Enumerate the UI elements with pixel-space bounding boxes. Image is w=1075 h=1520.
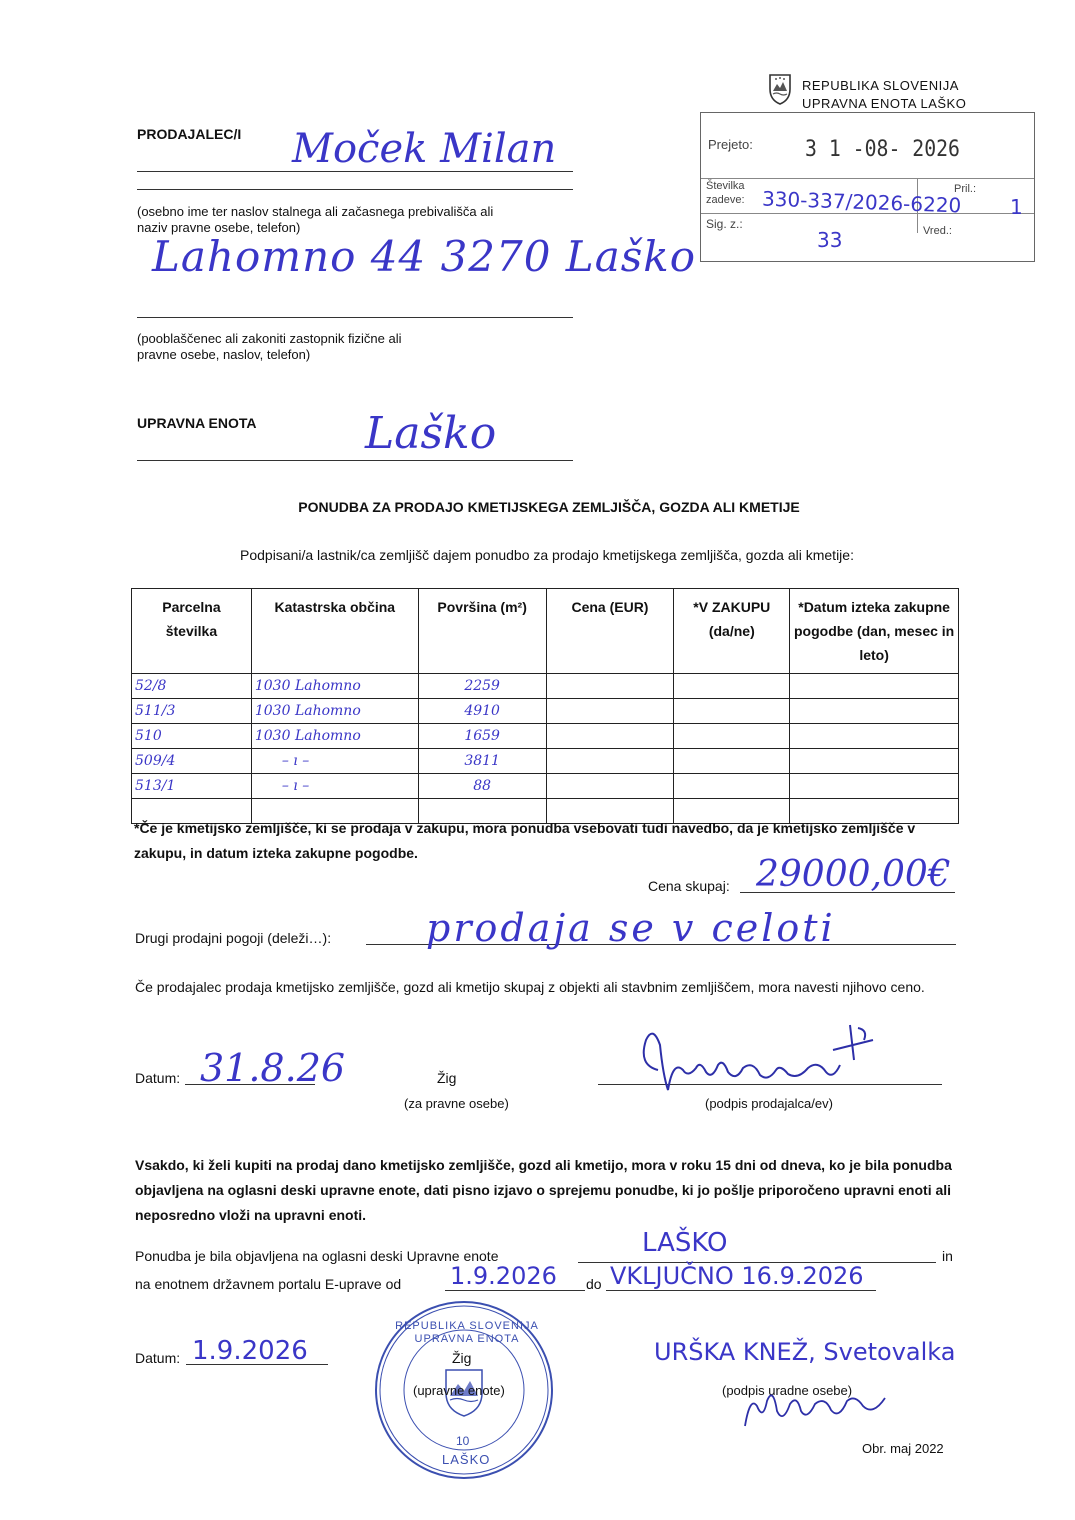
intro-text: Podpisani/a lastnik/ca zemljišč dajem ponudbo za prodajo kmetijskega zemljišča, gozda ali kmetije:	[240, 547, 854, 563]
table-cell	[546, 674, 674, 699]
col-header: Katastrska občina	[251, 589, 418, 674]
objects-note: Če prodajalec prodaja kmetijsko zemljišče, gozd ali kmetijo skupaj z objekti ali stavbnim zemljiščem, mora navesti njihovo ceno.	[135, 979, 925, 995]
admin-signature-hint: (podpis uradne osebe)	[722, 1383, 853, 1398]
seller-label: PRODAJALEC/I	[137, 126, 242, 142]
seal-city: LAŠKO	[442, 1452, 491, 1467]
table-row	[132, 699, 959, 724]
form-footer: Obr. maj 2022	[862, 1441, 944, 1456]
representative-hint-2: pravne osebe, naslov, telefon)	[137, 347, 311, 362]
table-cell: 513/1	[132, 774, 252, 799]
value-value: 33	[817, 228, 843, 252]
table-row	[132, 724, 959, 749]
table-cell	[674, 749, 790, 774]
representative-hint-1: (pooblaščenec ali zakoniti zastopnik fizične ali	[137, 331, 402, 346]
total-value: 29000,00€	[756, 854, 951, 895]
table-cell: 509/4	[132, 749, 252, 774]
publication-line1-prefix: Ponudba je bila objavljena na oglasni deski Upravne enote	[135, 1248, 499, 1264]
col-header: *Datum izteka zakupne pogodbe (dan, mesec in leto)	[790, 589, 959, 674]
publication-line1-suffix: in	[942, 1248, 953, 1264]
seller-seal-hint: (za pravne osebe)	[404, 1096, 509, 1111]
table-cell: 1030 Lahomno	[251, 724, 418, 749]
publication-to-label: do	[586, 1276, 602, 1292]
table-cell: – ı –	[251, 774, 418, 799]
table-cell	[790, 724, 959, 749]
publication-from-value: 1.9.2026	[450, 1262, 557, 1290]
table-cell	[674, 724, 790, 749]
table-cell	[546, 749, 674, 774]
table-cell: 2259	[418, 674, 546, 699]
col-header: *V ZAKUPU (da/ne)	[674, 589, 790, 674]
received-date: 3 1 -08- 2026	[805, 137, 960, 162]
table-cell	[546, 699, 674, 724]
table-cell: – ı –	[251, 749, 418, 774]
header-republic: REPUBLIKA SLOVENIJA	[802, 78, 959, 93]
seller-address: Lahomno 44 3270 Laško	[152, 232, 697, 281]
address-hint-1: (osebno ime ter naslov stalnega ali začasnega prebivališča ali	[137, 204, 494, 219]
attachments-value: 1	[1010, 195, 1023, 219]
number-label-1: Številka	[706, 180, 745, 192]
seller-signature-icon	[628, 1020, 888, 1100]
table-cell	[790, 774, 959, 799]
receipt-stamp	[700, 112, 1035, 262]
table-cell: 1030 Lahomno	[251, 699, 418, 724]
publication-to-value: VKLJUČNO 16.9.2026	[610, 1262, 864, 1290]
publication-line2-prefix: na enotnem državnem portalu E-uprave od	[135, 1276, 402, 1292]
seller-name: Moček Milan	[292, 126, 557, 172]
table-cell: 510	[132, 724, 252, 749]
table-cell	[674, 699, 790, 724]
table-row	[132, 674, 959, 699]
admin-unit-label: UPRAVNA ENOTA	[137, 415, 257, 431]
seal-number: 10	[456, 1434, 470, 1448]
table-cell: 1659	[418, 724, 546, 749]
col-header: Cena (EUR)	[546, 589, 674, 674]
total-label: Cena skupaj:	[648, 878, 730, 894]
attachments-label: Pril.:	[954, 183, 976, 195]
table-cell	[674, 674, 790, 699]
conditions-label: Drugi prodajni pogoji (deleži…):	[135, 930, 332, 946]
table-cell	[790, 674, 959, 699]
table-row	[132, 749, 959, 774]
lease-note: *Če je kmetijsko zemljišče, ki se prodaja v zakupu, mora ponudba vsebovati tudi navedbo, da je kmetijsko zemljišče v zakupu, in datum izteka zakupne pogodbe.	[134, 820, 916, 861]
col-header: Parcelna številka	[132, 589, 252, 674]
table-cell: 3811	[418, 749, 546, 774]
admin-seal-label: Žig	[452, 1350, 472, 1366]
table-cell	[546, 724, 674, 749]
seal-text: REPUBLIKA SLOVENIJA UPRAVNA ENOTA	[395, 1320, 539, 1345]
seller-signature-hint: (podpis prodajalca/ev)	[705, 1096, 833, 1111]
buyer-note: Vsakdo, ki želi kupiti na prodaj dano kmetijsko zemljišče, gozd ali kmetijo, mora v roku 15 dni od dneva, ko je bila ponudba objavljena na oglasni deski upravne enote, dati pisno izjavo o sprejemu ponudbe, ki jo pošlje priporočeno upravni enoti ali neposredno vloži na upravni enoti.	[135, 1157, 952, 1223]
col-header: Površina (m²)	[418, 589, 546, 674]
table-cell: 88	[418, 774, 546, 799]
number-label-2: zadeve:	[706, 194, 745, 206]
table-cell: 1030 Lahomno	[251, 674, 418, 699]
page-title: PONUDBA ZA PRODAJO KMETIJSKEGA ZEMLJIŠČA, GOZDA ALI KMETIJE	[298, 499, 800, 515]
coat-of-arms-logo	[768, 73, 792, 105]
official-name: URŠKA KNEŽ, Svetovalka	[654, 1338, 956, 1366]
table-cell: 4910	[418, 699, 546, 724]
parcels-table	[131, 588, 959, 824]
table-cell: 52/8	[132, 674, 252, 699]
table-cell	[546, 774, 674, 799]
admin-unit-value: Laško	[365, 408, 497, 459]
table-cell: 511/3	[132, 699, 252, 724]
table-cell	[790, 699, 959, 724]
table-header-row	[132, 589, 959, 674]
admin-seal-hint: (upravne enote)	[413, 1383, 505, 1398]
table-cell	[790, 749, 959, 774]
case-number: 330-337/2026-6220	[761, 186, 962, 218]
address-hint-2: naziv pravne osebe, telefon)	[137, 220, 301, 235]
conditions-value: prodaja se v celoti	[426, 906, 836, 950]
official-signature-icon	[735, 1376, 905, 1436]
seller-date-value: 31.8.26	[200, 1046, 346, 1090]
table-cell	[674, 774, 790, 799]
header-unit: UPRAVNA ENOTA LAŠKO	[802, 96, 967, 111]
admin-date-value: 1.9.2026	[192, 1336, 308, 1366]
sig-label: Sig. z.:	[706, 217, 743, 231]
value-label: Vred.:	[923, 225, 952, 237]
seller-date-label: Datum:	[135, 1070, 181, 1086]
table-row	[132, 774, 959, 799]
received-label: Prejeto:	[708, 137, 753, 152]
admin-date-label: Datum:	[135, 1350, 181, 1366]
publication-unit-value: LAŠKO	[642, 1228, 728, 1258]
seller-seal-label: Žig	[437, 1070, 457, 1086]
